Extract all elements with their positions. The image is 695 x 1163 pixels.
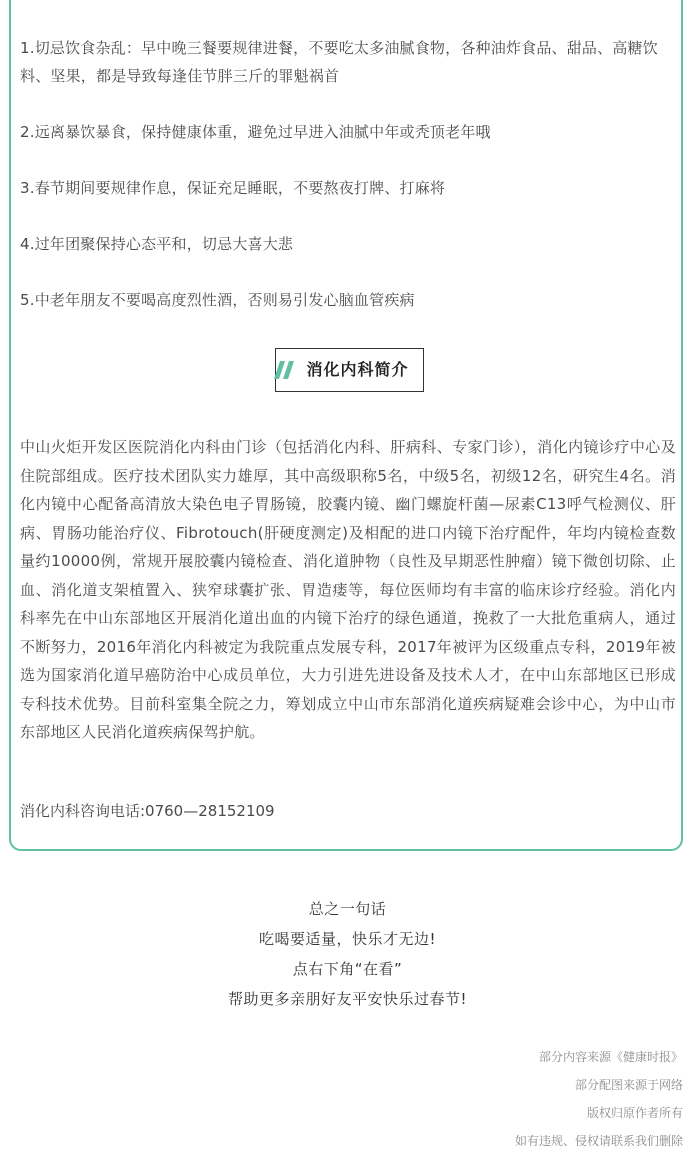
tip-item: 3.春节期间要规律作息，保证充足睡眠，不要熬夜打牌、打麻将 [20, 179, 446, 197]
consult-phone: 消化内科咨询电话:0760—28152109 [20, 802, 275, 820]
green-double-stroke-icon [268, 359, 298, 381]
credits-block [515, 1043, 683, 1155]
summary-line: 吃喝要适量，快乐才无边! [258, 930, 436, 948]
credit-line: 版权归原作者所有 [586, 1106, 683, 1120]
tip-item: 1.切忌饮食杂乱：早中晚三餐要规律进餐，不要吃太多油腻食物，各种油炸食品、甜品、高糖饮料、坚果，都是导致每逢佳节胖三斤的罪魁祸首 [20, 39, 658, 85]
credit-line: 部分内容来源《健康时报》 [538, 1050, 683, 1064]
credit-line: 部分配图来源于网络 [574, 1078, 683, 1092]
summary-line: 帮助更多亲朋好友平安快乐过春节! [227, 990, 467, 1008]
tip-item: 4.过年团聚保持心态平和，切忌大喜大悲 [20, 235, 294, 253]
summary-line: 点右下角“在看” [292, 960, 403, 978]
section-title: 消化内科简介 [306, 360, 409, 379]
section-heading-box [275, 348, 423, 392]
summary-line: 总之一句话 [308, 900, 387, 918]
tip-item: 5.中老年朋友不要喝高度烈性酒，否则易引发心脑血管疾病 [20, 291, 415, 309]
section-heading [0, 348, 695, 392]
credit-line: 如有违规、侵权请联系我们删除 [514, 1134, 683, 1148]
tips-list [20, 34, 680, 342]
tip-item: 2.远离暴饮暴食，保持健康体重，避免过早进入油腻中年或秃顶老年哦 [20, 123, 491, 141]
summary-block [0, 894, 695, 1014]
department-intro: 中山火炬开发区医院消化内科由门诊（包括消化内科、肝病科、专家门诊），消化内镜诊疗中心及住院部组成。医疗技术团队实力雄厚，其中高级职称5名，中级5名，初级12名，研究生4名。消化内镜中心配备高清放大染色电子胃肠镜，胶囊内镜、幽门螺旋杆菌—尿素C13呼气检测仪、肝病、胃肠功能治疗仪、Fibrotouch(肝硬度测定)及相配的进口内镜下治疗配件，年均内镜检查数量约10000例，常规开展胶囊内镜检查、消化道肿物（良性及早期恶性肿瘤）镜下微创切除、止血、消化道支架植置入、狭窄球囊扩张、胃造瘘等，每位医师均有丰富的临床诊疗经验。消化内科率先在中山东部地区开展消化道出血的内镜下治疗的绿色通道，挽救了一大批危重病人，通过不断努力，2016年消化内科被定为我院重点发展专科，2017年被评为区级重点专科，2019年被选为国家消化道早癌防治中心成员单位，大力引进先进设备及技术人才，在中山东部地区已形成专科技术优势。目前科室集全院之力，筹划成立中山市东部消化道疾病疑难会诊中心，为中山市东部地区人民消化道疾病保驾护航。 [20, 438, 676, 741]
